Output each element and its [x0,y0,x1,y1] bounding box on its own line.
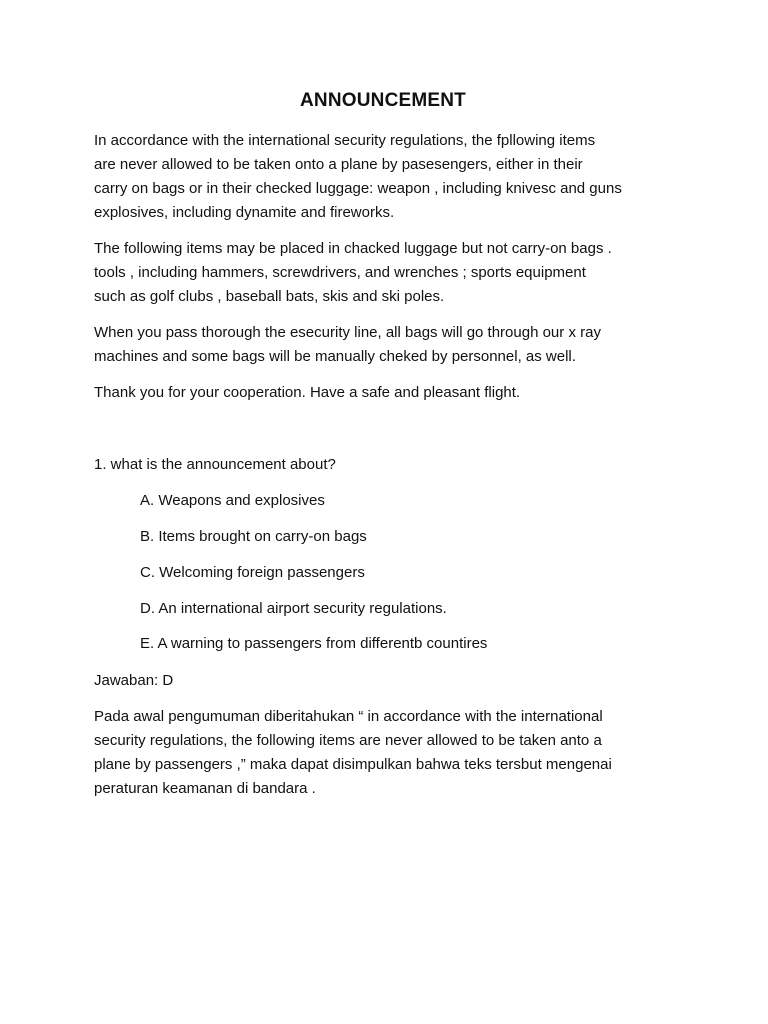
explanation-line: security regulations, the following items are never allowed to be taken anto a [94,732,602,749]
option-b: B. Items brought on carry-on bags [140,528,367,545]
page-title: ANNOUNCEMENT [299,90,466,111]
explanation-line: plane by passengers ,” maka dapat disimpulkan bahwa teks tersbut mengenai [94,756,612,773]
answer-key: Jawaban: D [94,672,174,689]
paragraph-prohibited-items [94,129,684,225]
explanation-line: Pada awal pengumuman diberitahukan “ in accordance with the international [94,708,603,725]
paragraph-line: The following items may be placed in chacked luggage but not carry-on bags . [94,240,612,257]
option-c: C. Welcoming foreign passengers [140,564,365,581]
explanation-line: peraturan keamanan di bandara . [94,780,316,797]
question-text: 1. what is the announcement about? [94,456,336,473]
option-e: E. A warning to passengers from differentb countires [140,635,488,652]
option-d: D. An international airport security regulations. [140,600,447,617]
paragraph-security-line [94,321,684,369]
paragraph-line: are never allowed to be taken onto a plane by pasesengers, either in their [94,156,583,173]
paragraph-line: explosives, including dynamite and fireworks. [94,204,395,221]
paragraph-line: tools , including hammers, screwdrivers, and wrenches ; sports equipment [94,264,586,281]
paragraph-line: Thank you for your cooperation. Have a safe and pleasant flight. [94,384,521,401]
paragraph-line: machines and some bags will be manually cheked by personnel, as well. [94,348,576,365]
paragraph-line: When you pass thorough the esecurity line, all bags will go through our x ray [94,324,601,341]
explanation-paragraph [94,705,684,801]
option-a: A. Weapons and explosives [140,492,325,509]
paragraph-checked-luggage-items [94,237,684,309]
paragraph-line: carry on bags or in their checked luggage: weapon , including knivesc and guns [94,180,622,197]
paragraph-line: In accordance with the international security regulations, the fpllowing items [94,132,596,149]
paragraph-thank-you [94,381,684,405]
paragraph-line: such as golf clubs , baseball bats, skis and ski poles. [94,288,445,305]
